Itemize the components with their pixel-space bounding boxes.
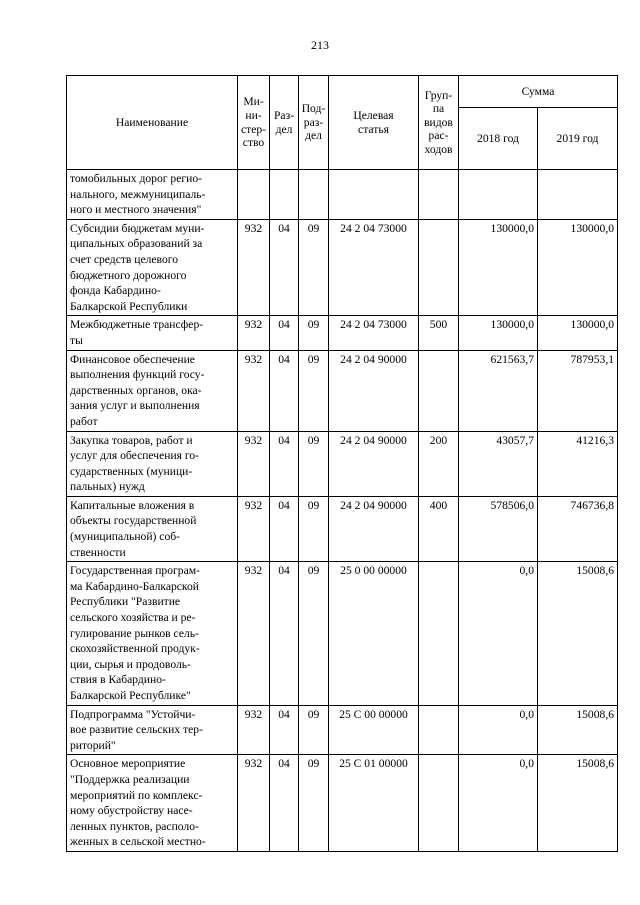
row-subsection: 09 (299, 705, 329, 755)
row-target: 24 2 04 90000 (329, 350, 419, 431)
row-target: 24 2 04 73000 (329, 316, 419, 350)
budget-table (66, 75, 618, 852)
row-group: 500 (419, 316, 459, 350)
row-name: Финансовое обеспечение выполнения функций госу- дарственных органов, ока- зания услуг и выполнения работ (67, 350, 238, 431)
row-sum-2018 (459, 170, 538, 220)
row-sum-2018: 621563,7 (459, 350, 538, 431)
row-ministry: 932 (238, 496, 270, 561)
row-ministry: 932 (238, 316, 270, 350)
row-name: Капитальные вложения в объекты государственной (муниципальной) соб- ственности (67, 496, 238, 561)
table-row (67, 496, 618, 561)
table-row (67, 219, 618, 316)
row-ministry: 932 (238, 562, 270, 705)
row-subsection: 09 (299, 755, 329, 852)
table-row (67, 431, 618, 496)
header-group: Груп- па видов рас- ходов (419, 76, 459, 170)
row-ministry: 932 (238, 350, 270, 431)
row-sum-2018: 130000,0 (459, 316, 538, 350)
row-subsection: 09 (299, 316, 329, 350)
table-row (67, 350, 618, 431)
row-name: томобильных дорог регио- нального, межмуниципаль- ного и местного значения" (67, 170, 238, 220)
header-ministry: Ми- ни- стер- ство (238, 76, 270, 170)
row-name: Межбюджетные трансфер- ты (67, 316, 238, 350)
table-row (67, 705, 618, 755)
page-number: 213 (311, 38, 329, 52)
row-section: 04 (270, 705, 299, 755)
row-name: Основное мероприятие "Поддержка реализации мероприятий по комплекс- ному обустройству насе- ленных пунктов, располо- женных в сельской местно- (67, 755, 238, 852)
row-target: 25 С 00 00000 (329, 705, 419, 755)
row-sum-2018: 578506,0 (459, 496, 538, 561)
header-section: Раз- дел (270, 76, 299, 170)
table-row (67, 316, 618, 350)
row-ministry: 932 (238, 431, 270, 496)
row-sum-2018: 0,0 (459, 562, 538, 705)
row-sum-2019: 787953,1 (538, 350, 618, 431)
row-sum-2019: 15008,6 (538, 705, 618, 755)
row-group (419, 350, 459, 431)
row-section: 04 (270, 316, 299, 350)
row-subsection (299, 170, 329, 220)
row-section: 04 (270, 350, 299, 431)
row-target: 25 С 01 00000 (329, 755, 419, 852)
row-section (270, 170, 299, 220)
header-name: Наименование (67, 76, 238, 170)
row-subsection: 09 (299, 496, 329, 561)
row-sum-2019: 15008,6 (538, 562, 618, 705)
row-sum-2019: 746736,8 (538, 496, 618, 561)
row-section: 04 (270, 219, 299, 316)
row-group (419, 219, 459, 316)
row-name: Субсидии бюджетам муни- ципальных образований за счет средств целевого бюджетного дорожного фонда Кабардино- Балкарской Республики (67, 219, 238, 316)
row-sum-2019: 130000,0 (538, 316, 618, 350)
row-target (329, 170, 419, 220)
header-year-2018: 2018 год (459, 108, 538, 170)
row-sum-2019: 41216,3 (538, 431, 618, 496)
row-ministry: 932 (238, 705, 270, 755)
row-section: 04 (270, 562, 299, 705)
row-sum-2019: 130000,0 (538, 219, 618, 316)
row-name: Подпрограмма "Устойчи- вое развитие сельских тер- риторий" (67, 705, 238, 755)
header-year-2019: 2019 год (538, 108, 618, 170)
row-section: 04 (270, 755, 299, 852)
header-sum: Сумма (459, 76, 618, 108)
row-ministry: 932 (238, 219, 270, 316)
row-ministry (238, 170, 270, 220)
header-subsection: Под- раз- дел (299, 76, 329, 170)
table-row (67, 170, 618, 220)
row-sum-2019: 15008,6 (538, 755, 618, 852)
row-subsection: 09 (299, 350, 329, 431)
row-target: 25 0 00 00000 (329, 562, 419, 705)
header-target: Целевая статья (329, 76, 419, 170)
row-subsection: 09 (299, 562, 329, 705)
row-group (419, 562, 459, 705)
row-ministry: 932 (238, 755, 270, 852)
row-subsection: 09 (299, 219, 329, 316)
row-target: 24 2 04 90000 (329, 496, 419, 561)
table-body (67, 170, 618, 852)
table-row (67, 562, 618, 705)
row-group: 400 (419, 496, 459, 561)
row-group (419, 170, 459, 220)
row-target: 24 2 04 90000 (329, 431, 419, 496)
row-name: Закупка товаров, работ и услуг для обеспечения го- сударственных (муници- пальных) нужд (67, 431, 238, 496)
row-sum-2018: 0,0 (459, 755, 538, 852)
row-subsection: 09 (299, 431, 329, 496)
row-section: 04 (270, 496, 299, 561)
row-target: 24 2 04 73000 (329, 219, 419, 316)
row-sum-2018: 0,0 (459, 705, 538, 755)
table-row (67, 755, 618, 852)
row-group: 200 (419, 431, 459, 496)
row-sum-2018: 130000,0 (459, 219, 538, 316)
row-section: 04 (270, 431, 299, 496)
row-group (419, 755, 459, 852)
row-sum-2019 (538, 170, 618, 220)
row-name: Государственная програм- ма Кабардино-Балкарской Республики "Развитие сельского хозяйства и ре- гулирование рынков сель- скохозяйственной продук- ции, сырья и продоволь- ствия в Кабардино- Балкарской Республике" (67, 562, 238, 705)
row-sum-2018: 43057,7 (459, 431, 538, 496)
row-group (419, 705, 459, 755)
